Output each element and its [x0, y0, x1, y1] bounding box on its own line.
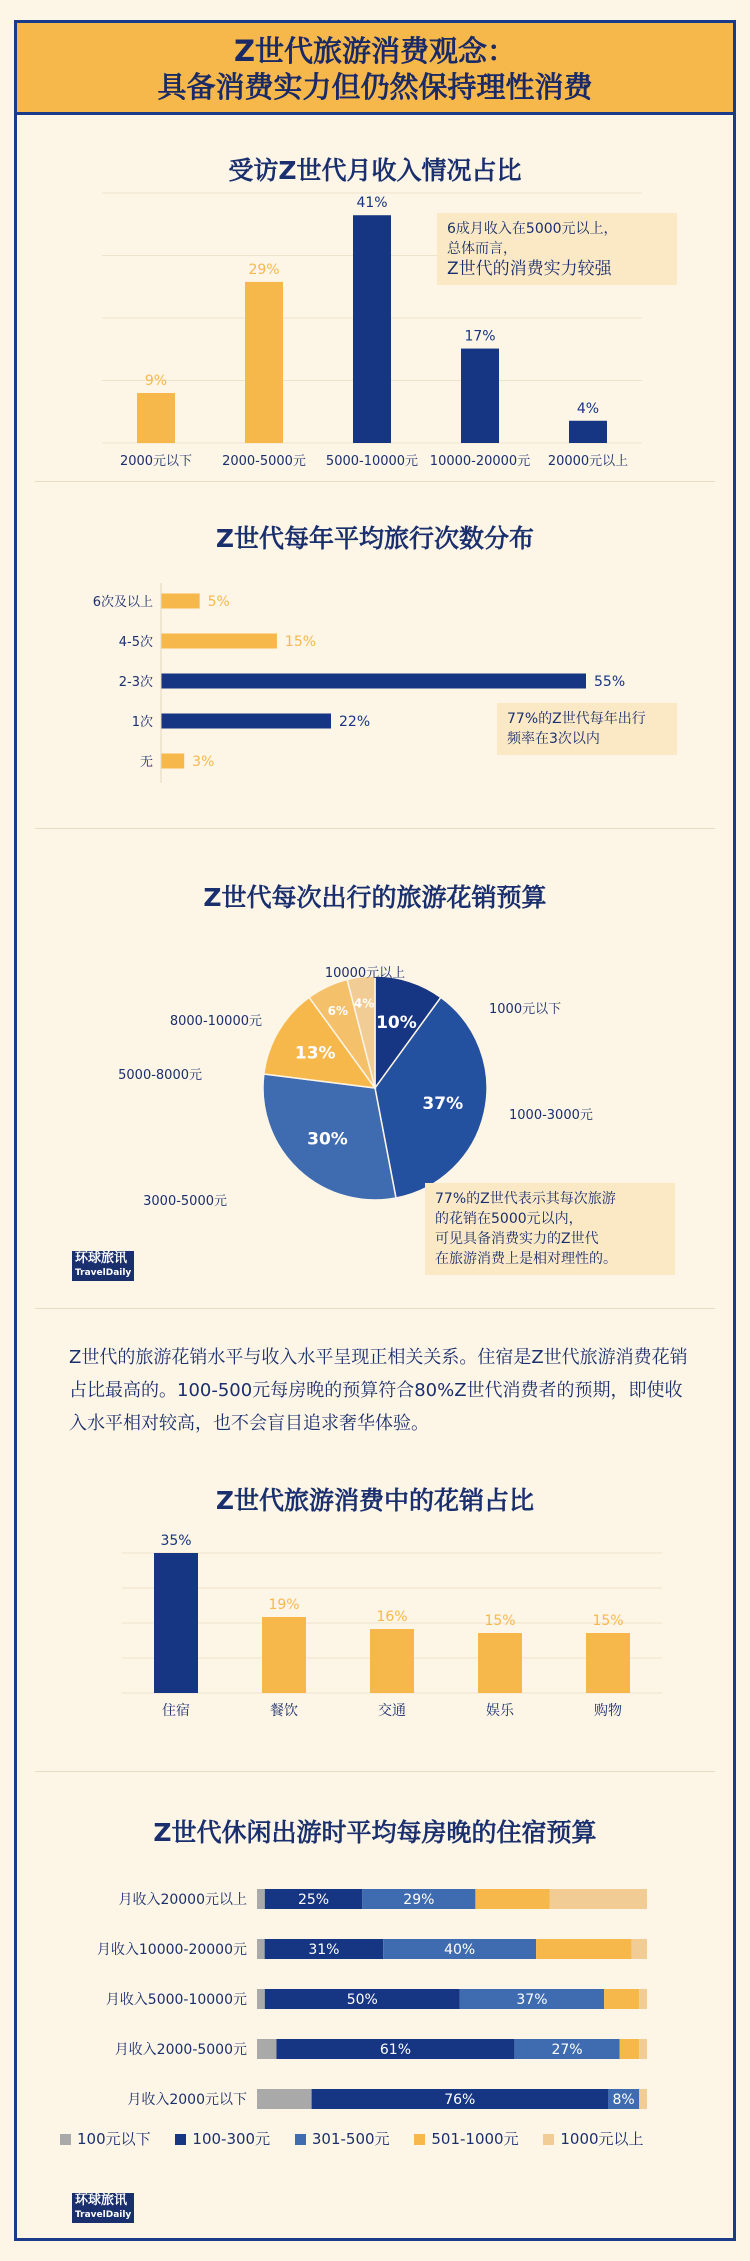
bar: [461, 349, 499, 443]
stacked-segment: [536, 1939, 632, 1959]
legend-item-0: [60, 2128, 151, 2149]
data-label: 9%: [144, 373, 168, 389]
frequency-annotation-line2: 频率在3次以内: [507, 731, 600, 747]
bar: [137, 393, 175, 443]
tick-label: 2000-5000元: [222, 454, 306, 469]
slice-category-label: 3000-5000元: [143, 1194, 227, 1209]
legend-swatch: [414, 2134, 425, 2145]
slice-label: 30%: [307, 1129, 348, 1150]
bar: [161, 674, 586, 689]
lodging-legend: [60, 2128, 700, 2149]
frequency-annotation-line1: 77%的Z世代每年出行: [507, 711, 646, 727]
income-chart-title: 受访Z世代月收入情况占比: [228, 156, 522, 185]
data-label: 17%: [464, 328, 496, 345]
legend-label: 1000元以上: [560, 2130, 644, 2148]
data-label: 19%: [268, 1597, 300, 1613]
spending-bar-chart: [17, 1533, 733, 1733]
frequency-chart-title: Z世代每年平均旅行次数分布: [215, 524, 535, 553]
divider: [35, 1771, 715, 1772]
summary-paragraph: Z世代的旅游花销水平与收入水平呈现正相关关系。住宿是Z世代旅游消费花销占比最高的。100-500元每房晚的预算符合80%Z世代消费者的预期，即使收入水平相对较高，也不会盲目追求奢华体验。: [69, 1347, 688, 1434]
legend-item-1: [175, 2128, 270, 2149]
tick-label: 10000-20000元: [429, 454, 531, 469]
income-annotation-line1: 6成月收入在5000元以上，: [447, 221, 618, 237]
stacked-segment: [475, 1889, 549, 1909]
slice-category-label: 1000元以下: [489, 1002, 562, 1017]
data-label: 31%: [308, 1942, 340, 1958]
legend-label: 301-500元: [311, 2130, 390, 2148]
legend-item-3: [414, 2128, 518, 2149]
bar: [353, 215, 391, 443]
data-label: 50%: [346, 1992, 378, 2008]
data-label: 15%: [284, 634, 317, 650]
data-label: 8%: [612, 2092, 635, 2108]
header-title-line1: Z世代旅游消费观念：: [233, 34, 517, 68]
traveldaily-logo-bottom: [72, 2193, 134, 2223]
slice-category-label: 1000-3000元: [509, 1108, 593, 1123]
frequency-annotation: [497, 703, 677, 755]
data-label: 55%: [594, 674, 626, 690]
legend-item-2: [295, 2128, 390, 2149]
bar: [161, 594, 200, 609]
data-label: 3%: [192, 754, 215, 770]
bar: [245, 282, 283, 443]
tick-label: 5000-10000元: [325, 454, 419, 469]
divider: [35, 481, 715, 482]
tick-label: 2000元以下: [119, 454, 193, 469]
tick-label: 住宿: [162, 1703, 190, 1719]
stacked-segment: [639, 2039, 647, 2059]
slice-label: 10%: [376, 1012, 417, 1033]
tick-label: 1次: [131, 715, 153, 730]
tick-label: 月收入10000-20000元: [96, 1942, 247, 1958]
stacked-segment: [639, 1989, 647, 2009]
budget-annotation-line3: 可见具备消费实力的Z世代: [435, 1231, 599, 1247]
tick-label: 6次及以上: [92, 595, 153, 610]
slice-label: 4%: [353, 996, 375, 1011]
budget-annotation-line4: 在旅游消费上是相对理性的。: [435, 1251, 617, 1267]
legend-swatch: [295, 2134, 306, 2145]
data-label: 76%: [444, 2092, 476, 2108]
logo-cn: 环球旅讯: [75, 1251, 128, 1266]
spending-chart-title: Z世代旅游消费中的花销占比: [215, 1486, 535, 1515]
slice-label: 6%: [327, 1003, 348, 1018]
legend-label: 100元以下: [77, 2130, 151, 2148]
bar: [154, 1553, 198, 1693]
slice-category-label: 8000-10000元: [169, 1014, 262, 1029]
budget-annotation-line2: 的花销在5000元以内，: [435, 1211, 583, 1227]
tick-label: 月收入2000元以下: [127, 2092, 247, 2108]
tick-label: 交通: [378, 1703, 406, 1719]
header-banner: [17, 23, 733, 115]
income-annotation-line3: Z世代的消费实力较强: [447, 259, 612, 279]
logo-en: TravelDaily: [75, 2210, 132, 2220]
data-label: 25%: [297, 1892, 330, 1908]
bar: [161, 634, 277, 649]
infographic-frame: [14, 20, 736, 2241]
data-label: 61%: [379, 2042, 412, 2058]
stacked-segment: [257, 2089, 312, 2109]
legend-swatch: [60, 2134, 71, 2145]
frequency-bar-chart: [17, 583, 733, 803]
data-label: 41%: [356, 195, 388, 212]
budget-annotation-line1: 77%的Z世代表示其每次旅游: [435, 1191, 616, 1207]
stacked-segment: [257, 1989, 265, 2009]
tick-label: 无: [139, 755, 153, 770]
slice-label: 37%: [422, 1094, 464, 1115]
data-label: 22%: [339, 714, 371, 730]
legend-swatch: [175, 2134, 186, 2145]
header-title-line2: 具备消费实力但仍然保持理性消费: [157, 70, 593, 104]
stacked-segment: [620, 2039, 640, 2059]
tick-label: 娱乐: [486, 1703, 514, 1719]
tick-label: 4-5次: [118, 635, 153, 650]
bar: [262, 1617, 306, 1693]
tick-label: 20000元以上: [547, 454, 629, 469]
slice-category-label: 5000-8000元: [118, 1068, 202, 1083]
data-label: 40%: [444, 1942, 476, 1958]
data-label: 29%: [248, 261, 280, 278]
logo-cn: 环球旅讯: [75, 2193, 128, 2208]
legend-label: 501-1000元: [431, 2130, 519, 2148]
data-label: 37%: [516, 1992, 548, 2008]
budget-pie-title: Z世代每次出行的旅游花销预算: [203, 883, 547, 912]
income-annotation-line2: 总体而言，: [447, 241, 517, 257]
divider: [35, 1308, 715, 1309]
data-label: 27%: [551, 2042, 583, 2058]
logo-en: TravelDaily: [75, 1268, 132, 1278]
tick-label: 餐饮: [270, 1703, 298, 1719]
legend-label: 100-300元: [192, 2130, 271, 2148]
tick-label: 月收入2000-5000元: [114, 2042, 247, 2058]
divider: [35, 828, 715, 829]
bar: [586, 1633, 630, 1693]
bar: [569, 421, 607, 443]
stacked-segment: [257, 2039, 277, 2059]
stacked-segment: [639, 2089, 647, 2109]
tick-label: 月收入5000-10000元: [105, 1992, 247, 2008]
stacked-segment: [257, 1889, 265, 1909]
budget-annotation: [425, 1183, 675, 1275]
bar: [478, 1633, 522, 1693]
income-annotation: [437, 213, 677, 285]
data-label: 35%: [160, 1533, 192, 1549]
slice-label: 13%: [294, 1043, 336, 1064]
bar: [161, 714, 331, 729]
stacked-segment: [604, 1989, 639, 2009]
data-label: 16%: [376, 1609, 408, 1625]
bar: [161, 754, 184, 769]
lodging-stacked-chart: [17, 1873, 733, 2133]
traveldaily-logo: [72, 1251, 134, 1281]
data-label: 29%: [403, 1892, 435, 1908]
data-label: 15%: [592, 1613, 624, 1629]
data-label: 15%: [484, 1613, 516, 1629]
bar: [370, 1629, 414, 1693]
stacked-segment: [632, 1939, 647, 1959]
tick-label: 2-3次: [118, 675, 153, 690]
legend-swatch: [543, 2134, 554, 2145]
slice-category-label: 10000元以上: [324, 966, 406, 981]
tick-label: 购物: [594, 1703, 622, 1719]
tick-label: 月收入20000元以上: [118, 1892, 247, 1908]
data-label: 5%: [207, 594, 230, 610]
legend-item-4: [543, 2128, 643, 2149]
lodging-chart-title: Z世代休闲出游时平均每房晚的住宿预算: [153, 1818, 597, 1847]
stacked-segment: [257, 1939, 265, 1959]
stacked-segment: [550, 1889, 648, 1909]
data-label: 4%: [576, 400, 600, 417]
